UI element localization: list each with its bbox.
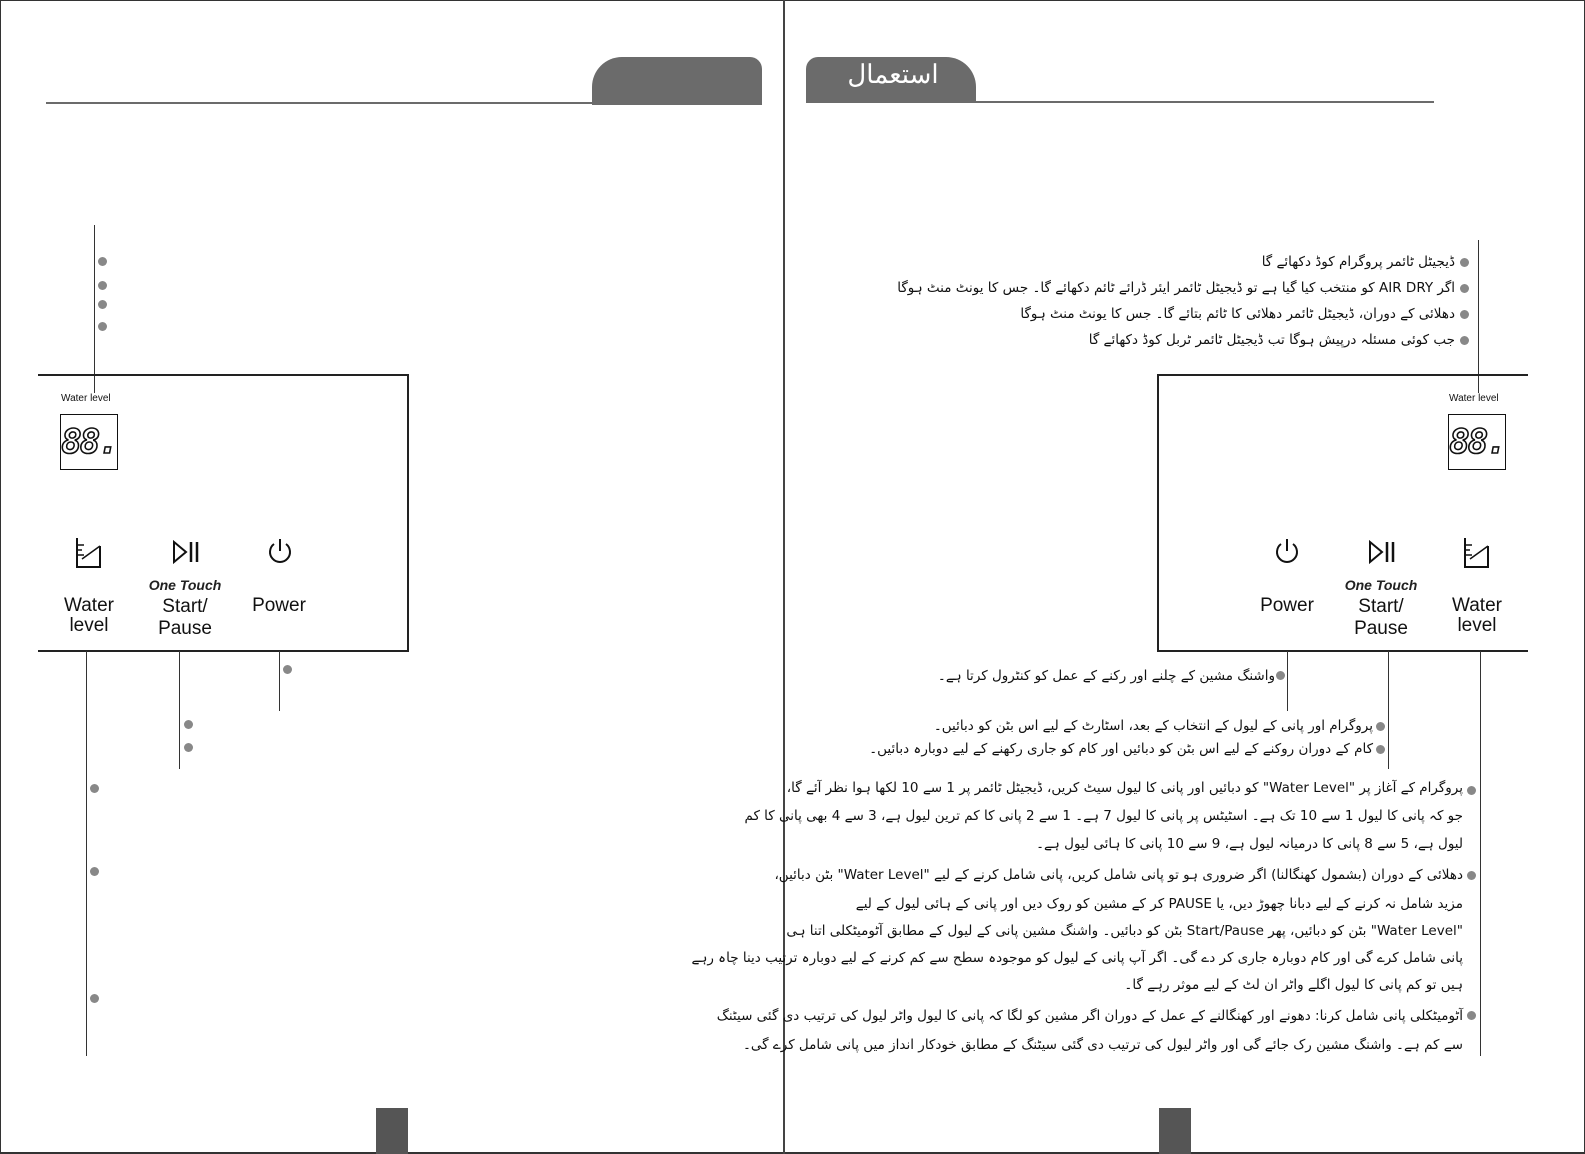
water-level-note-2-line-1: دھلائی کے دوران (بشمول کھنگالنا) اگر ضروری ہو تو پانی شامل کریں، پانی شامل کرنے کے لیے "Water Level" بٹن دبائیں، (774, 867, 1463, 883)
play-pause-icon[interactable] (1368, 540, 1396, 564)
left-panel-top-border (38, 374, 409, 376)
right-panel-top-border (1157, 374, 1528, 376)
left-waterlevel-leader (86, 651, 87, 1056)
left-waterlevel-dot-1 (90, 784, 99, 793)
right-note-dot-3 (1460, 310, 1469, 319)
right-waterlevel-dot-1 (1467, 786, 1476, 795)
right-display-label: Water level (1449, 393, 1499, 404)
left-display-label: Water level (61, 393, 111, 404)
left-start-pause-button-label[interactable] (140, 596, 230, 640)
power-icon[interactable] (1272, 537, 1302, 567)
left-startpause-leader (179, 651, 180, 769)
display-note-3: دھلائی کے دوران، ڈیجیٹل ٹائمر دھلائی کا ٹائم بتائے گا۔ جس کا یونٹ منٹ ہوگا (1020, 306, 1455, 322)
left-page-footer-block (376, 1108, 408, 1154)
left-panel-right-border (407, 374, 409, 652)
water-level-note-2-line-5: ہیں تو کم پانی کا لیول اگلے واٹر ان لٹ کے لیے موثر رہے گا۔ (1124, 977, 1463, 993)
left-note-dot-4 (98, 322, 107, 331)
page-divider (783, 0, 785, 1154)
start-line1: Start/ (162, 596, 208, 617)
left-one-touch-label: One Touch (148, 577, 222, 593)
right-startpause-leader (1388, 651, 1389, 769)
start-pause-note-1: پروگرام اور پانی کے لیول کے انتخاب کے بعد، اسٹارٹ کے لیے اس بٹن کو دبائیں۔ (933, 718, 1373, 734)
power-note: واشنگ مشین کے چلنے اور رکنے کے عمل کو کنٹرول کرتا ہے۔ (937, 668, 1275, 684)
section-title: استعمال (847, 60, 939, 90)
power-icon[interactable] (265, 537, 295, 567)
display-note-4: جب کوئی مسئلہ درپیش ہوگا تب ڈیجیٹل ٹائمر ٹربل کوڈ دکھائے گا (1088, 332, 1455, 348)
water-level-note-3-line-2: سے کم ہے۔ واشنگ مشین رک جائے گی اور واٹر لیول کی ترتیب دی گئی سیٹنگ کے مطابق خودکار انداز میں پانی شامل کرے گی۔ (742, 1037, 1463, 1053)
left-display-leader (94, 225, 95, 393)
left-page-frame (0, 0, 784, 1154)
water-line1: Water (64, 595, 114, 616)
right-page-footer-block (1159, 1108, 1191, 1154)
right-startpause-dot-1 (1376, 722, 1385, 731)
start-line2: Pause (158, 618, 212, 639)
left-power-leader (279, 651, 280, 711)
water-line2: level (1457, 615, 1497, 636)
left-panel-bottom-border (38, 650, 409, 652)
water-level-note-1-line-3: لیول ہے، 5 سے 8 پانی کا درمیانہ لیول ہے، 9 سے 10 پانی کا ہائی لیول ہے۔ (1036, 836, 1463, 852)
start-pause-note-2: کام کے دوران روکنے کے لیے اس بٹن کو دبائیں اور کام کو جاری رکھنے کے لیے دوبارہ دبائیں۔ (869, 741, 1373, 757)
right-waterlevel-dot-3 (1467, 1011, 1476, 1020)
start-line2: Pause (1354, 618, 1408, 639)
right-panel-bottom-border (1157, 650, 1528, 652)
water-level-note-2-line-4: پانی شامل کرے گی اور کام دوبارہ جاری کر دے گی۔ اگر آپ پانی کے لیول کو موجودہ سطح سے کم کرنے کے لیے دوبارہ ترتیب دینا چاہ رہے (691, 950, 1463, 966)
right-startpause-dot-2 (1376, 745, 1385, 754)
left-power-dot (283, 665, 292, 674)
right-panel-left-border (1157, 374, 1159, 652)
right-power-button-label[interactable]: Power (1260, 595, 1314, 616)
left-waterlevel-dot-2 (90, 867, 99, 876)
water-level-note-2-line-3: "Water Level" بٹن کو دبائیں، پھر Start/Pause بٹن کو دبائیں۔ واشنگ مشین پانی کے لیول کے مطابق آٹومیٹکلی اتنا ہی (786, 923, 1463, 939)
water-line2: level (69, 615, 109, 636)
left-startpause-dot-1 (184, 720, 193, 729)
right-digital-display: 88. (1448, 414, 1506, 470)
right-water-level-button-label[interactable] (1432, 596, 1522, 636)
right-note-dot-1 (1460, 258, 1469, 267)
right-waterlevel-dot-2 (1467, 871, 1476, 880)
left-note-dot-2 (98, 281, 107, 290)
display-note-1: ڈیجیٹل ٹائمر پروگرام کوڈ دکھائے گا (1261, 254, 1455, 270)
right-header-rule (806, 101, 1434, 103)
water-level-note-1-line-2: جو کہ پانی کا لیول 1 سے 10 تک ہے۔ اسٹیٹس پر پانی کا لیول 7 ہے۔ 1 سے 2 پانی کا کم ترین لیول ہے، 3 سے 4 بھی پانی کا کم (744, 808, 1463, 824)
right-start-pause-button-label[interactable] (1336, 596, 1426, 640)
water-level-icon[interactable] (74, 536, 104, 570)
start-line1: Start/ (1358, 596, 1404, 617)
left-note-dot-3 (98, 300, 107, 309)
water-level-note-1-line-1: پروگرام کے آغاز پر "Water Level" کو دبائیں اور پانی کا لیول سیٹ کریں، ڈیجیٹل ٹائمر پر 1 سے 10 لکھا ہوا نظر آئے گا، (786, 780, 1463, 796)
water-level-note-2-line-2: مزید شامل نہ کرنے کے لیے دبانا چھوڑ دیں، یا PAUSE کر کے مشین کو روک دیں اور پانی کے ہائی لیول کے لیے (855, 896, 1463, 912)
left-water-level-button-label[interactable] (44, 596, 134, 636)
right-note-dot-2 (1460, 284, 1469, 293)
left-note-dot-1 (98, 257, 107, 266)
right-power-leader (1287, 651, 1288, 711)
right-one-touch-label: One Touch (1344, 577, 1418, 593)
right-note-dot-4 (1460, 336, 1469, 345)
display-note-2: اگر AIR DRY کو منتخب کیا گیا ہے تو ڈیجیٹل ٹائمر ایئر ڈرائے ٹائم دکھائے گا۔ جس کا یونٹ منٹ ہوگا (897, 280, 1455, 296)
water-level-icon[interactable] (1462, 536, 1492, 570)
right-display-leader (1478, 240, 1479, 393)
left-waterlevel-dot-3 (90, 994, 99, 1003)
left-startpause-dot-2 (184, 743, 193, 752)
left-digital-display: 88. (60, 414, 118, 470)
water-line1: Water (1452, 595, 1502, 616)
right-waterlevel-leader (1480, 651, 1481, 1056)
right-power-dot (1276, 671, 1285, 680)
play-pause-icon[interactable] (172, 540, 200, 564)
left-header-rule (46, 102, 762, 104)
left-header-tab (592, 57, 762, 105)
water-level-note-3-line-1: آٹومیٹکلی پانی شامل کرنا: دھونے اور کھنگالنے کے عمل کے دوران اگر مشین کو لگا کہ پانی کا لیول واٹر لیول کی ترتیب دی گئی سیٹنگ (716, 1008, 1463, 1024)
left-power-button-label[interactable]: Power (252, 595, 306, 616)
